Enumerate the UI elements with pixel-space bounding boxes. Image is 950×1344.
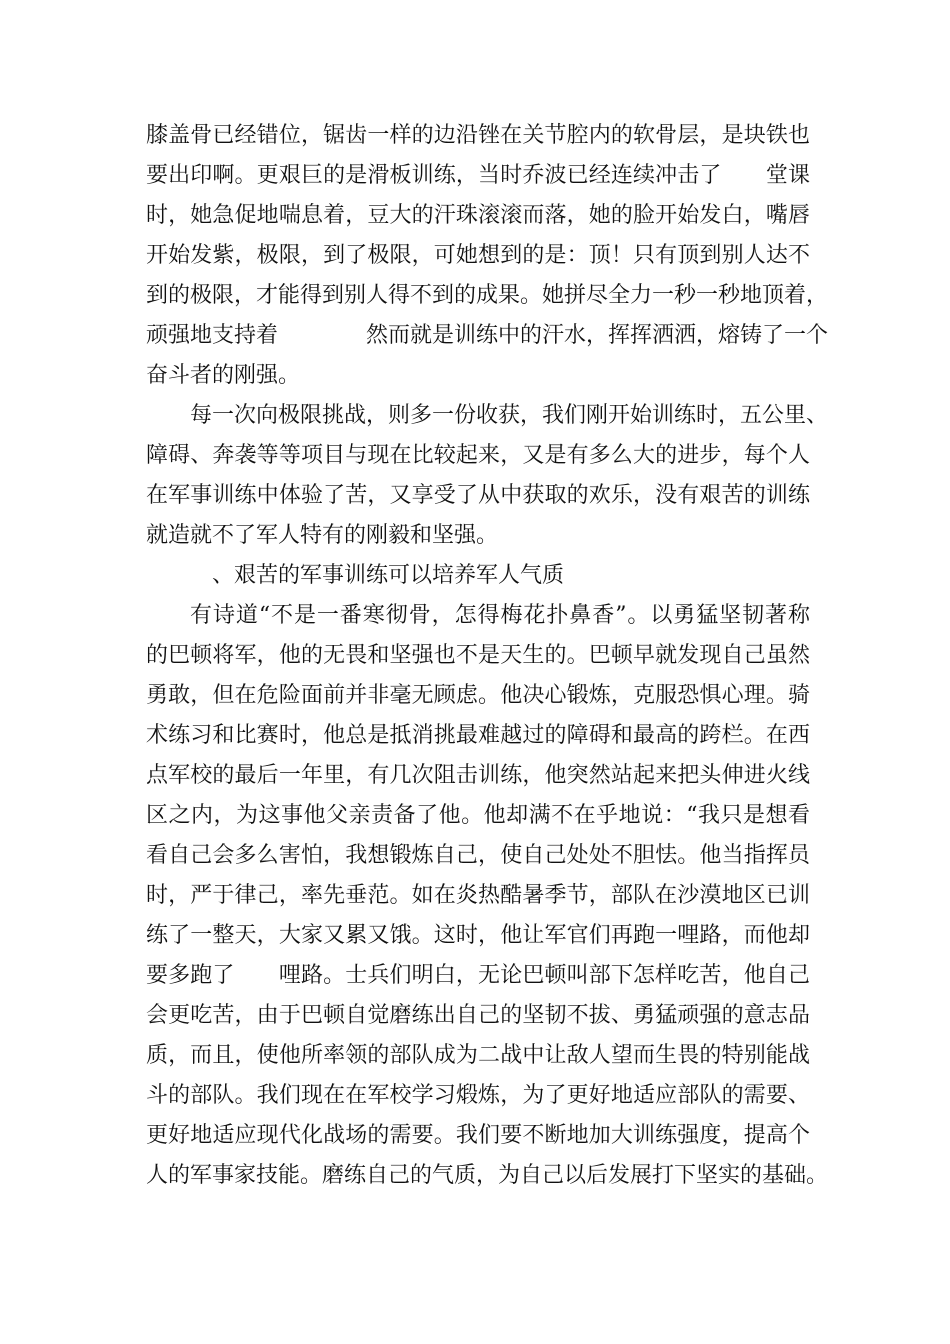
paragraph-line: 斗的部队。我们现在在军校学习煅炼，为了更好地适应部队的需要、 xyxy=(146,1083,810,1108)
section-heading: 、艰苦的军事训练可以培养军人气质 xyxy=(190,563,565,588)
paragraph-line: 在军事训练中体验了苦，又享受了从中获取的欢乐，没有艰苦的训练 xyxy=(146,483,810,508)
paragraph-line: 时，严于律己，率先垂范。如在炎热酷暑季节，部队在沙漠地区已训 xyxy=(146,883,810,908)
paragraph-line: 障碍、奔袭等等项目与现在比较起来，又是有多么大的进步，每个人 xyxy=(146,443,810,468)
paragraph-line: 每一次向极限挑战，则多一份收获，我们刚开始训练时，五公里、 xyxy=(190,403,829,428)
paragraph-line: 奋斗者的刚强。 xyxy=(146,363,301,388)
paragraph-line: 有诗道“不是一番寒彻骨，怎得梅花扑鼻香”。以勇猛坚韧著称 xyxy=(190,603,810,628)
paragraph-line: 会更吃苦，由于巴顿自觉磨练出自己的坚韧不拔、勇猛顽强的意志品 xyxy=(146,1003,810,1028)
paragraph-line: 勇敢，但在危险面前并非毫无顾虑。他决心锻炼，克服恐惧心理。骑 xyxy=(146,683,810,708)
paragraph-line: 更好地适应现代化战场的需要。我们要不断地加大训练强度，提高个 xyxy=(146,1123,810,1148)
paragraph-line: 膝盖骨已经错位，锯齿一样的边沿锉在关节腔内的软骨层，是块铁也 xyxy=(146,123,810,148)
paragraph-line: 看自己会多么害怕，我想锻炼自己，使自己处处不胆怯。他当指挥员 xyxy=(146,843,810,868)
paragraph-line: 点军校的最后一年里，有几次阻击训练，他突然站起来把头伸进火线 xyxy=(146,763,810,788)
paragraph-line: 开始发紫，极限，到了极限，可她想到的是：顶！只有顶到别人达不 xyxy=(146,243,810,268)
paragraph-line: 的巴顿将军，他的无畏和坚强也不是天生的。巴顿早就发现自己虽然 xyxy=(146,643,810,668)
paragraph-line: 就造就不了军人特有的刚毅和坚强。 xyxy=(146,523,499,548)
paragraph-line: 练了一整天，大家又累又饿。这时，他让军官们再跑一哩路，而他却 xyxy=(146,923,810,948)
paragraph-line: 到的极限，才能得到别人得不到的成果。她拼尽全力一秒一秒地顶着， xyxy=(146,283,829,308)
paragraph-line: 人的军事家技能。磨练自己的气质，为自己以后发展打下坚实的基础。 xyxy=(146,1163,829,1188)
paragraph-line: 要多跑了 哩路。士兵们明白，无论巴顿叫部下怎样吃苦，他自己 xyxy=(146,963,810,988)
paragraph-line: 质，而且，使他所率领的部队成为二战中让敌人望而生畏的特别能战 xyxy=(146,1043,810,1068)
paragraph-line: 时，她急促地喘息着，豆大的汗珠滚滚而落，她的脸开始发白，嘴唇 xyxy=(146,203,810,228)
paragraph-line: 术练习和比赛时，他总是抵消挑最难越过的障碍和最高的跨栏。在西 xyxy=(146,723,810,748)
paragraph-line: 顽强地支持着 然而就是训练中的汗水，挥挥洒洒，熔铸了一个 xyxy=(146,323,829,348)
paragraph-line: 要出印啊。更艰巨的是滑板训练，当时乔波已经连续冲击了 堂课 xyxy=(146,163,810,188)
paragraph-line: 区之内，为这事他父亲责备了他。他却满不在乎地说：“我只是想看 xyxy=(146,803,810,828)
